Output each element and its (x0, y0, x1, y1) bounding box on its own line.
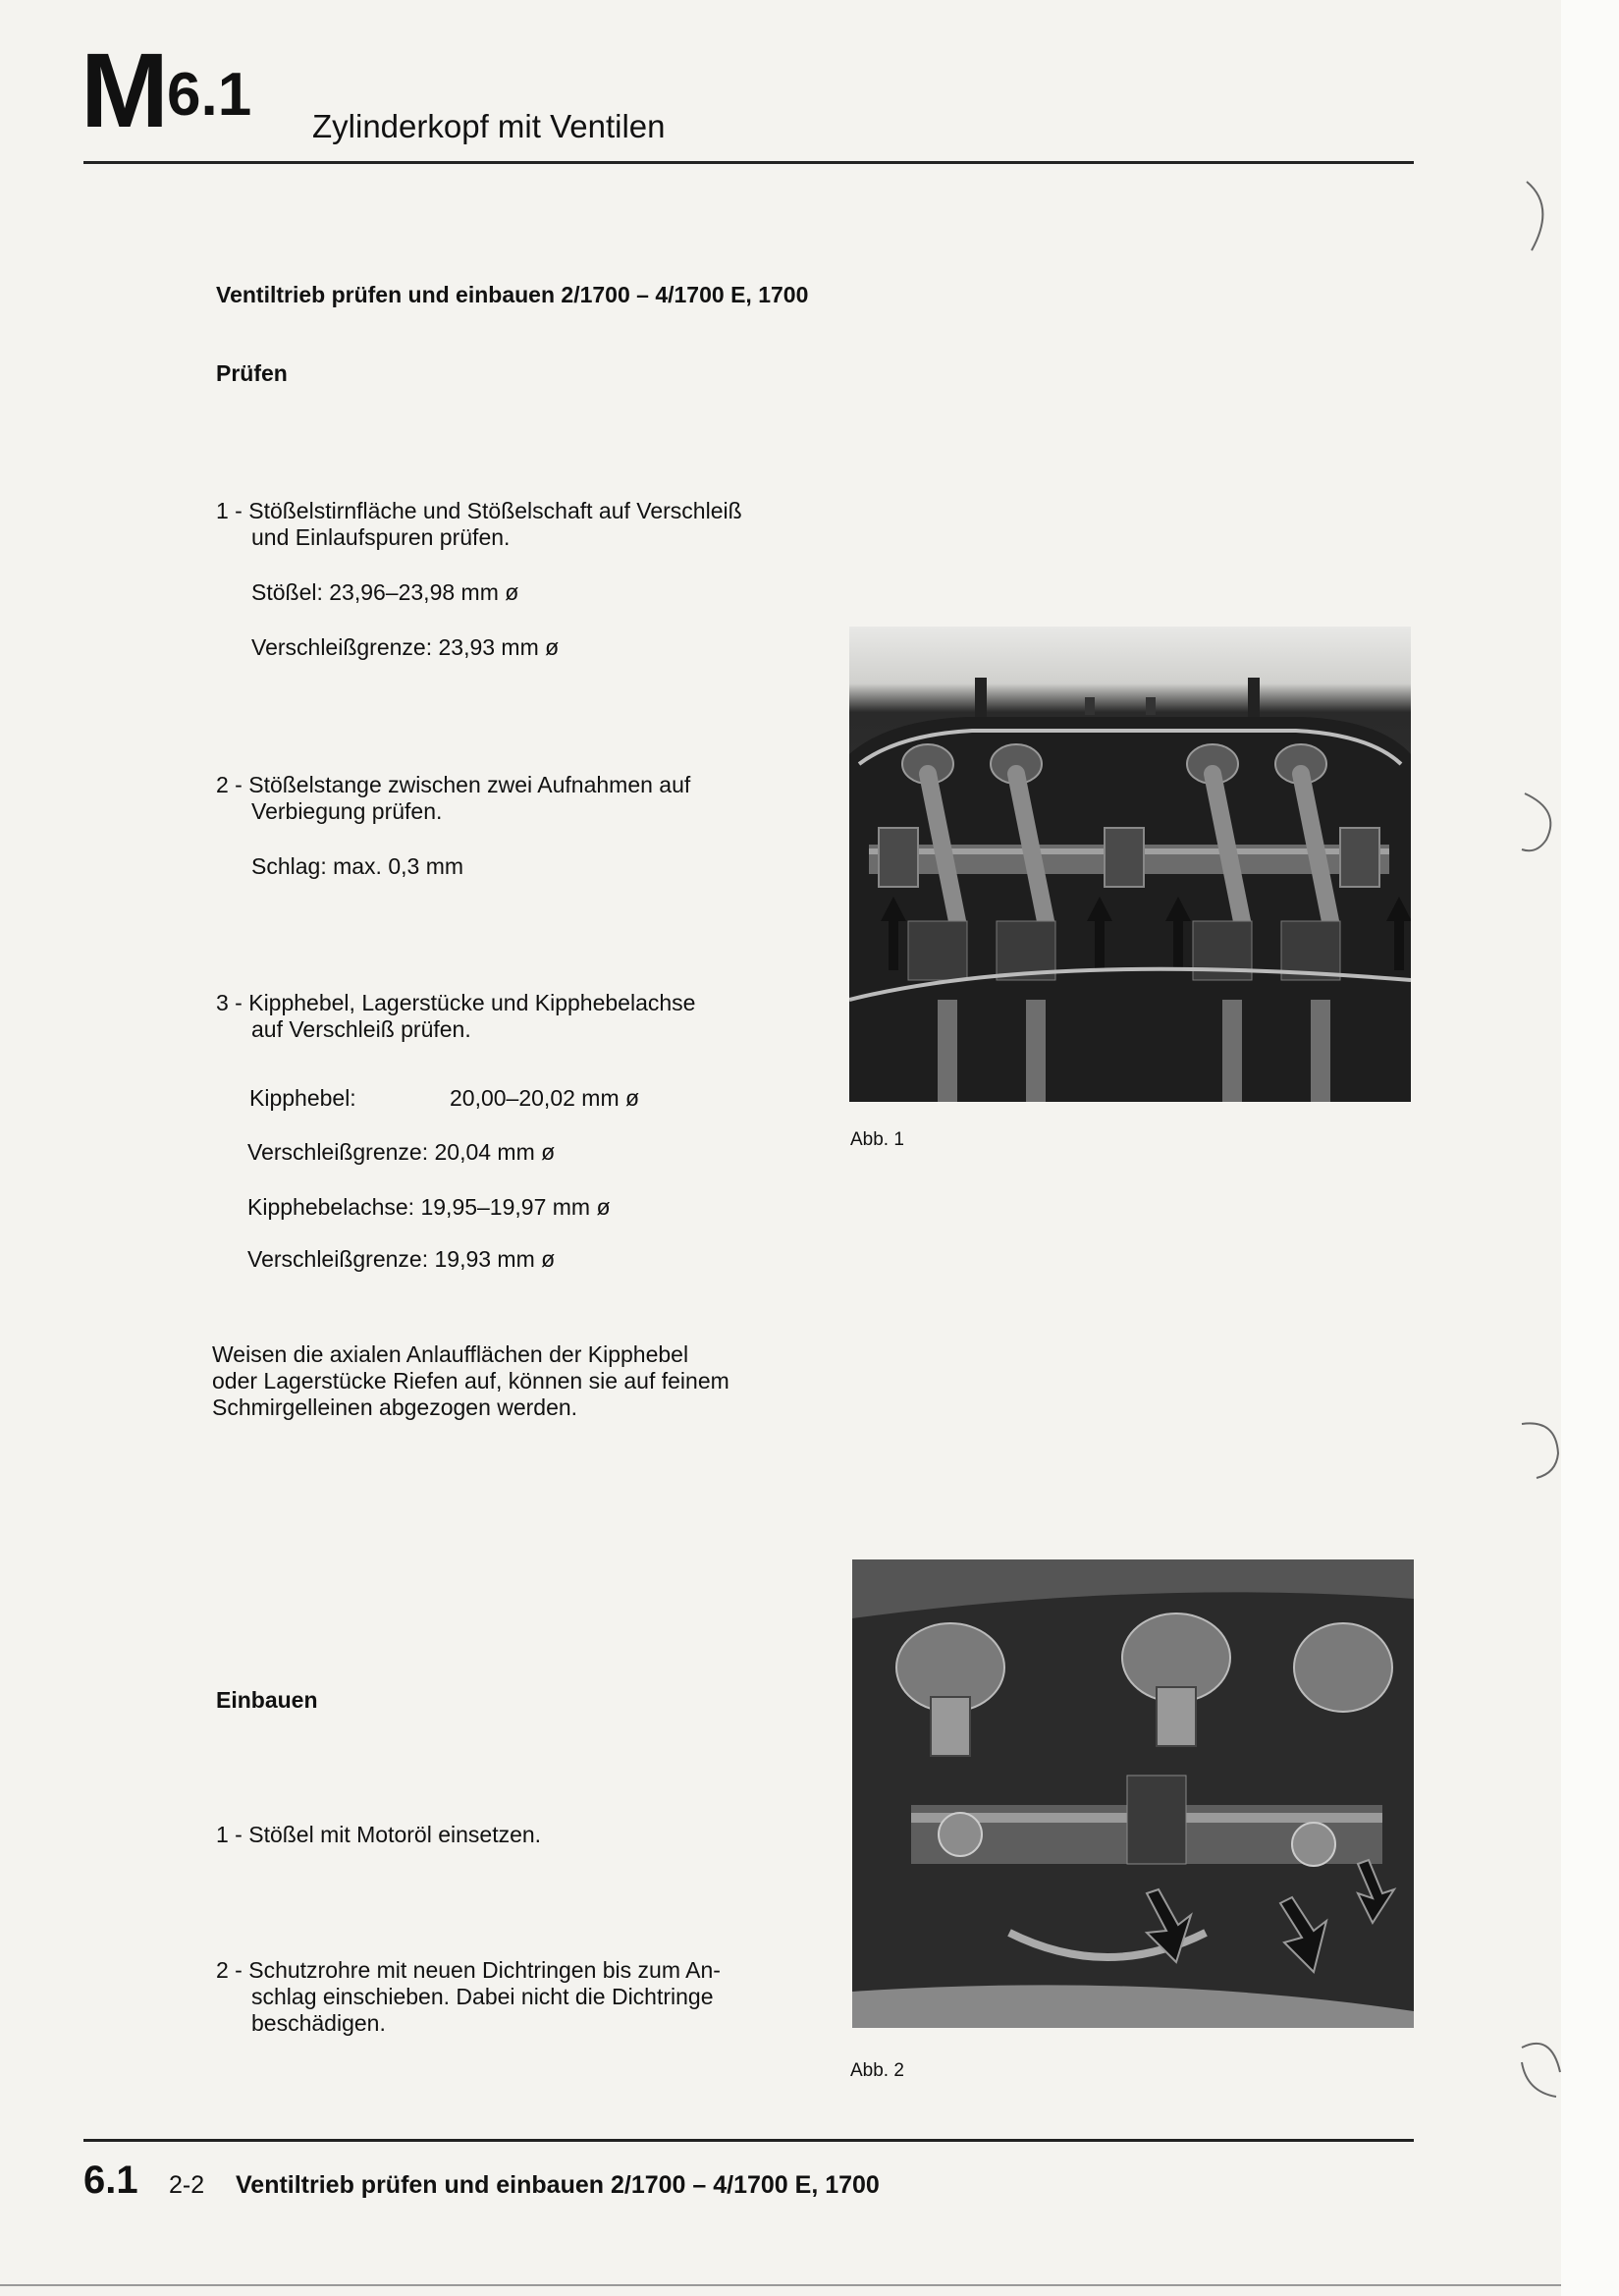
footer-page-number: 2-2 (169, 2171, 205, 2199)
check-step1-line1: 1 - Stößelstirnfläche und Stößelschaft auf Verschleiß (216, 498, 742, 523)
install-step2-line1: 2 - Schutzrohre mit neuen Dichtringen bis zum An- (216, 1957, 721, 1983)
check-step3-line2: auf Verschleiß prüfen. (251, 1016, 471, 1042)
footer-rule (83, 2139, 1414, 2142)
check-step1-spec1: Stößel: 23,96–23,98 mm ø (251, 579, 519, 605)
check-step3-line1: 3 - Kipphebel, Lagerstücke und Kipphebelachse (216, 990, 696, 1015)
binder-hole-3 (1517, 1414, 1566, 1493)
check-step3-spec2: Verschleißgrenze: 20,04 mm ø (247, 1139, 556, 1165)
check-heading: Prüfen (216, 360, 288, 386)
check-step3-spec1-value: 20,00–20,02 mm ø (450, 1085, 640, 1111)
page-title: Zylinderkopf mit Ventilen (312, 108, 666, 144)
install-step2-line2: schlag einschieben. Dabei nicht die Dichtringe (251, 1984, 714, 2009)
binder-hole-2 (1517, 786, 1566, 864)
footer-chapter-number: 6.1 (83, 2159, 138, 2202)
figure-1-caption: Abb. 1 (850, 1129, 904, 1150)
check-step2-spec1: Schlag: max. 0,3 mm (251, 853, 464, 879)
footer-title: Ventiltrieb prüfen und einbauen 2/1700 – 4/1700 E, 1700 (236, 2171, 880, 2199)
install-step1: 1 - Stößel mit Motoröl einsetzen. (216, 1822, 542, 1847)
figure-1-photo (849, 627, 1411, 1102)
section-title: Ventiltrieb prüfen und einbauen 2/1700 – 4/1700 E, 1700 (216, 282, 809, 307)
check-step3-spec3: Kipphebelachse: 19,95–19,97 mm ø (247, 1194, 611, 1220)
check-step1-spec2: Verschleißgrenze: 23,93 mm ø (251, 634, 560, 660)
install-heading: Einbauen (216, 1687, 318, 1713)
check-step2-line2: Verbiegung prüfen. (251, 798, 443, 824)
binder-hole-1 (1517, 177, 1566, 255)
install-step2-line3: beschädigen. (251, 2010, 386, 2036)
figure-2-caption: Abb. 2 (850, 2060, 904, 2081)
binder-hole-4 (1517, 2033, 1566, 2111)
header-rule (83, 161, 1414, 164)
chapter-letter: M (81, 30, 163, 149)
check-step3-spec4: Verschleißgrenze: 19,93 mm ø (247, 1246, 556, 1272)
figure-2-photo (852, 1559, 1414, 2028)
page-edge (1561, 0, 1619, 2296)
chapter-number: 6.1 (167, 61, 252, 129)
bottom-rule (0, 2284, 1561, 2286)
note-line2: oder Lagerstücke Riefen auf, können sie auf feinem (212, 1368, 729, 1394)
check-step1-line2: und Einlaufspuren prüfen. (251, 524, 511, 550)
note-line3: Schmirgelleinen abgezogen werden. (212, 1394, 578, 1420)
note-line1: Weisen die axialen Anlaufflächen der Kipphebel (212, 1341, 689, 1367)
check-step2-line1: 2 - Stößelstange zwischen zwei Aufnahmen auf (216, 772, 691, 797)
check-step3-spec1-label: Kipphebel: (249, 1085, 356, 1111)
